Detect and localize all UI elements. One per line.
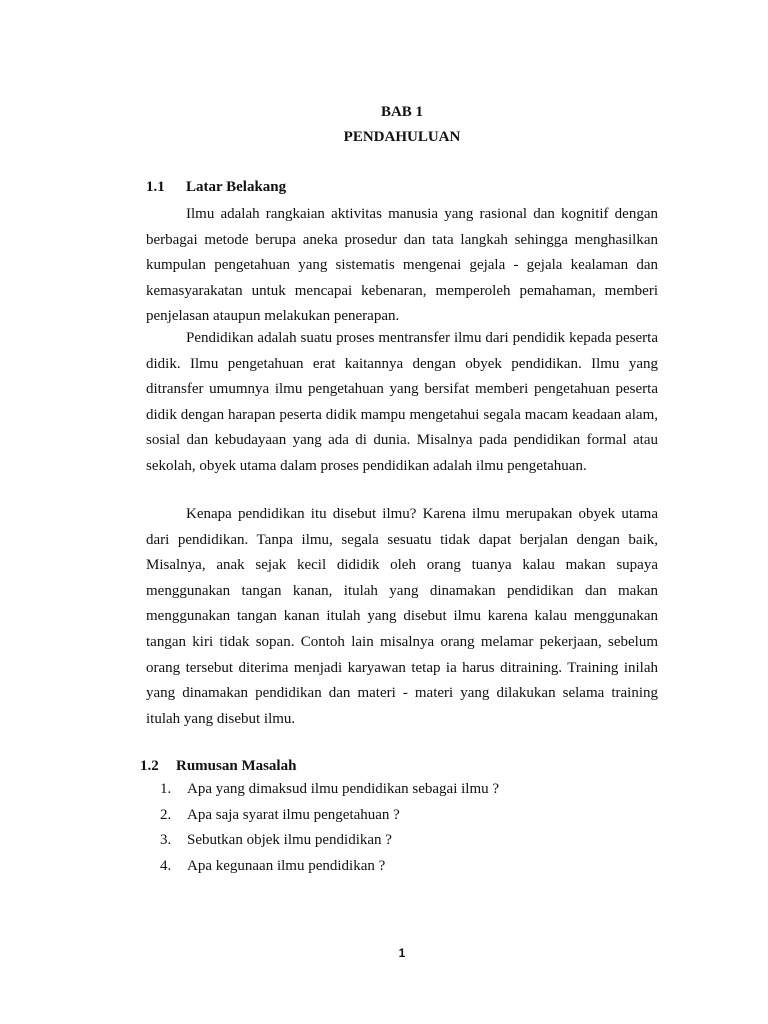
list-item — [160, 777, 499, 803]
paragraph: Ilmu adalah rangkaian aktivitas manusia yang rasional dan kognitif dengan berbagai metode berupa aneka prosedur dan tata langkah sehingga menghasilkan kumpulan pengetahuan yang sistematis mengenai gejala - gejala kealaman dan kemasyarakatan untuk mencapai kebenaran, memperoleh pemahaman, memberi penjelasan ataupun melakukan penerapan. — [146, 206, 658, 325]
problem-list — [160, 777, 499, 880]
chapter-title: PENDAHULUAN — [343, 129, 461, 145]
section-heading-latar-belakang — [146, 179, 286, 196]
list-item — [160, 828, 499, 854]
list-text: Apa kegunaan ilmu pendidikan ? — [187, 858, 386, 875]
page-number: 1 — [398, 946, 406, 960]
list-number: 1. — [160, 781, 172, 797]
list-text: Apa yang dimaksud ilmu pendidikan sebagai ilmu ? — [187, 781, 500, 797]
list-item — [160, 854, 499, 880]
list-number: 4. — [160, 858, 172, 875]
section-title: Rumusan Masalah — [176, 758, 297, 774]
chapter-number: BAB 1 — [380, 104, 424, 120]
list-number: 3. — [160, 832, 172, 849]
section-number: 1.1 — [146, 179, 165, 195]
section-title: Latar Belakang — [186, 179, 287, 195]
list-text: Sebutkan objek ilmu pendidikan ? — [187, 832, 392, 849]
list-text: Apa saja syarat ilmu pengetahuan ? — [187, 806, 400, 823]
paragraph: Pendidikan adalah suatu proses mentransfer ilmu dari pendidik kepada peserta didik. Ilmu pengetahuan erat kaitannya dengan obyek pendidikan. Ilmu yang ditransfer umumnya ilmu pengetahuan yang bersifat memberi pengetahuan peserta didik dengan harapan peserta didik mampu mengetahui segala macam keadaan alam, sosial dan kebudayaan yang ada di dunia. Misalnya pada pendidikan formal atau sekolah, obyek utama dalam proses pendidikan adalah ilmu pengetahuan. — [146, 330, 658, 474]
section-heading-rumusan-masalah — [140, 758, 296, 775]
list-item — [160, 803, 499, 829]
section-number: 1.2 — [140, 758, 159, 774]
list-number: 2. — [160, 806, 172, 823]
paragraph: Kenapa pendidikan itu disebut ilmu? Karena ilmu merupakan obyek utama dari pendidikan. Tanpa ilmu, segala sesuatu tidak dapat berjalan dengan baik, Misalnya, anak sejak kecil dididik oleh orang tuanya kalau makan supaya menggunakan tangan kanan, itulah yang dinamakan pendidikan dan makan menggunakan tangan kanan itulah yang disebut ilmu karena kalau menggunakan tangan kiri tidak sopan. Contoh lain misalnya orang melamar pekerjaan, sebelum orang tersebut diterima menjadi karyawan tetap ia harus ditraining. Training inilah yang dinamakan pendidikan dan materi - materi yang dilakukan selama training itulah yang disebut ilmu. — [146, 506, 658, 727]
